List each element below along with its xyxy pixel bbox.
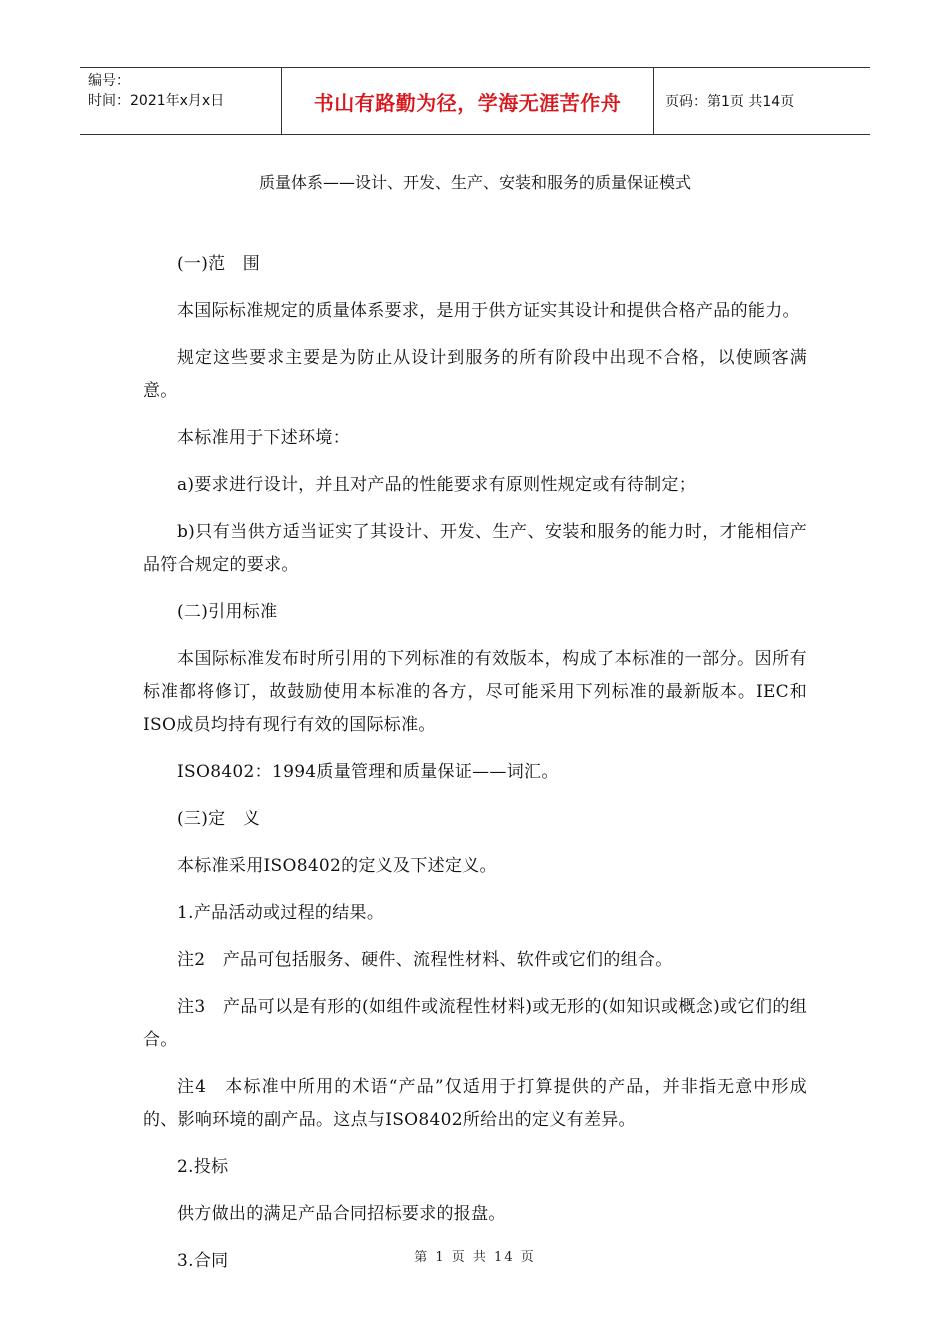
document-title: 质量体系——设计、开发、生产、安装和服务的质量保证模式 (258, 173, 691, 192)
paragraph: 供方做出的满足产品合同招标要求的报盘。 (177, 1204, 506, 1224)
paragraph: 注3 产品可以是有形的(如组件或流程性材料)或无形的(如知识或概念)或它们的组合。 (143, 997, 807, 1050)
number-label: 编号： (88, 73, 130, 89)
paragraph: 注2 产品可包括服务、硬件、流程性材料、软件或它们的组合。 (177, 950, 673, 970)
paragraph: (一)范 围 (177, 254, 261, 274)
header-motto-cell (282, 68, 654, 134)
page-footer: 第 1 页 共 14 页 (414, 1250, 536, 1265)
paragraph: 2.投标 (177, 1157, 229, 1177)
paragraph: 1.产品活动或过程的结果。 (177, 903, 385, 923)
paragraph: 本标准用于下述环境： (177, 428, 350, 448)
paragraph: 3.合同 (177, 1251, 229, 1271)
page-info-text: 页码：第1页 共14页 (665, 94, 795, 110)
paragraph: 本国际标准规定的质量体系要求，是用于供方证实其设计和提供合格产品的能力。 (177, 301, 800, 321)
document-body (143, 248, 807, 1292)
paragraph: 规定这些要求主要是为防止从设计到服务的所有阶段中出现不合格，以使顾客满意。 (143, 348, 807, 401)
paragraph: ISO8402：1994质量管理和质量保证——词汇。 (177, 762, 559, 782)
paragraph: 注4 本标准中所用的术语“产品”仅适用于打算提供的产品，并非指无意中形成的、影响环境的副产品。这点与ISO8402所给出的定义有差异。 (143, 1077, 807, 1130)
paragraph: (二)引用标准 (177, 602, 278, 622)
document-header (80, 67, 870, 135)
header-page-info (654, 68, 870, 134)
paragraph: b)只有当供方适当证实了其设计、开发、生产、安装和服务的能力时，才能相信产品符合规定的要求。 (143, 522, 807, 575)
paragraph: 本标准采用ISO8402的定义及下述定义。 (177, 856, 497, 876)
header-meta (80, 68, 282, 134)
paragraph: a)要求进行设计，并且对产品的性能要求有原则性规定或有待制定； (177, 475, 697, 495)
date-text: 时间：2021年x月x日 (88, 93, 225, 109)
paragraph: 本国际标准发布时所引用的下列标准的有效版本，构成了本标准的一部分。因所有标准都将修订，故鼓励使用本标准的各方，尽可能采用下列标准的最新版本。IEC和ISO成员均持有现行有效的国际标准。 (143, 649, 807, 735)
motto-text: 书山有路勤为径，学海无涯苦作舟 (313, 90, 622, 115)
paragraph: (三)定 义 (177, 809, 261, 829)
